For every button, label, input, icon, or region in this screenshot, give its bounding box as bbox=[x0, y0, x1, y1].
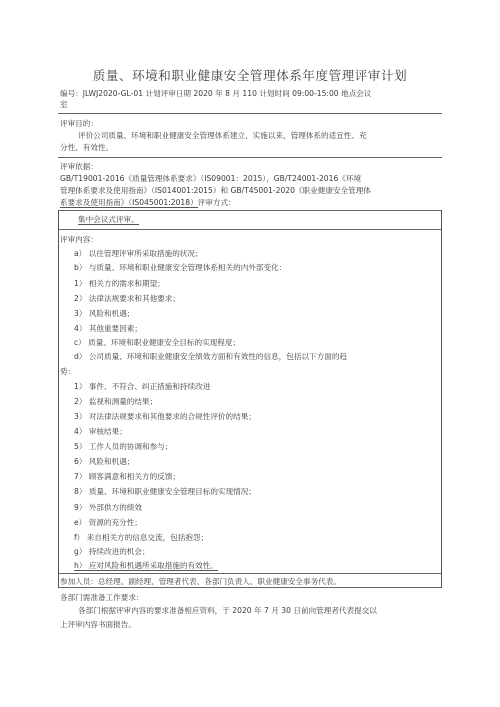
content-item-underlined: h） 应对风险和机遇所采取措施的有效性。 bbox=[74, 561, 218, 570]
content-item: 7） 顾客满意和相关方的反馈； bbox=[74, 472, 180, 481]
meta-line-cont: 室 bbox=[60, 100, 68, 109]
prep-heading: 各部门需准备工作要求： bbox=[60, 593, 144, 602]
purpose-text-cont: 分性、有效性。 bbox=[60, 143, 114, 152]
content-item bbox=[74, 561, 218, 570]
content-heading: 评审内容： bbox=[60, 235, 98, 244]
content-item-cont: 势： bbox=[60, 367, 76, 376]
table-row-divider bbox=[58, 157, 442, 158]
purpose-text: 评价公司质量、环境和职业健康安全管理体系建立、实施以来，管理体系的适宜性、充 bbox=[78, 131, 367, 140]
content-item: b） 与质量、环境和职业健康安全管理体系相关的内外部变化： bbox=[74, 263, 287, 272]
content-item: 2） 监视和测量的结果； bbox=[74, 397, 158, 406]
content-item: 9） 外部供方的绩效 bbox=[74, 503, 142, 512]
prep-text-cont: 上评审内容书面报告。 bbox=[60, 620, 136, 629]
content-item: 2） 法律法规要求和其他要求； bbox=[74, 294, 180, 303]
content-item: d） 公司质量、环境和职业健康安全绩效方面和有效性的信息，包括以下方面的趋 bbox=[74, 352, 348, 361]
basis-text: GB/T19001-2016《质量管理体系要求》（IS09001：2015），GB/T24001-2016《环境 bbox=[60, 174, 362, 183]
content-item: 1） 相关方的需求和期望； bbox=[74, 279, 165, 288]
prep-text: 各部门根据评审内容的要求准备相应资料，于 2020 年 7 月 30 日前向管理者代表提交以 bbox=[78, 606, 377, 615]
basis-text-cont: 管理体系要求及使用指南》（IS014001:2015）和 GB/T45001-2020《职业健康安全管理体 bbox=[60, 186, 371, 195]
content-item: 4） 其他重要因素； bbox=[74, 324, 142, 333]
content-item: c） 质量、环境和职业健康安全目标的实现程度； bbox=[74, 338, 241, 347]
content-item: 3） 对法律法规要求和其他要求的合规性评价的结果； bbox=[74, 412, 256, 421]
table-left-border bbox=[58, 210, 59, 588]
content-item: 5） 工作人员的协调和参与； bbox=[74, 442, 173, 451]
basis-heading: 评审依据： bbox=[60, 162, 98, 171]
content-item: 4） 审核结果； bbox=[74, 427, 127, 436]
meta-line: 编号：JLWJ2020-GL-01 计划评审日期 2020 年 8 月 110 计划时间 09:00-15:00 地点会议 bbox=[60, 89, 372, 98]
table-row-divider bbox=[58, 210, 442, 211]
basis-text-end bbox=[60, 198, 236, 207]
content-item: e） 资源的充分性； bbox=[74, 518, 142, 527]
table-row-divider bbox=[58, 229, 442, 230]
table-bottom-border bbox=[58, 587, 442, 588]
participants: 参加人员：总经理、副经理、管理者代表、各部门负责人、职业健康安全事务代表。 bbox=[60, 577, 341, 586]
content-item: 3） 风险和机遇； bbox=[74, 309, 135, 318]
method-heading: 评审方式： bbox=[197, 198, 236, 207]
content-item: 8） 质量、环境和职业健康安全管理目标的实现情况； bbox=[74, 487, 256, 496]
table-right-border bbox=[441, 210, 442, 588]
content-item: a） 以往管理评审所采取措施的状况； bbox=[74, 249, 203, 258]
content-item: 6） 风险和机遇； bbox=[74, 457, 135, 466]
content-item: g） 持续改进的机会； bbox=[74, 547, 150, 556]
purpose-heading: 评审目的： bbox=[60, 119, 98, 128]
document-title: 质量、环境和职业健康安全管理体系年度管理评审计划 bbox=[92, 68, 408, 83]
method-value: 集中会议式评审。 bbox=[78, 215, 139, 224]
table-top-border bbox=[58, 113, 442, 114]
method-text bbox=[78, 215, 139, 224]
table-row-divider bbox=[58, 573, 442, 574]
content-item: 1） 事件、不符合、纠正措施和持续改进 bbox=[74, 382, 211, 391]
basis-standard-underlined: 系要求及使用指南》（IS045001:2018） bbox=[60, 198, 198, 207]
content-item: f） 来自相关方的信息交流，包括抱怨； bbox=[74, 533, 209, 542]
